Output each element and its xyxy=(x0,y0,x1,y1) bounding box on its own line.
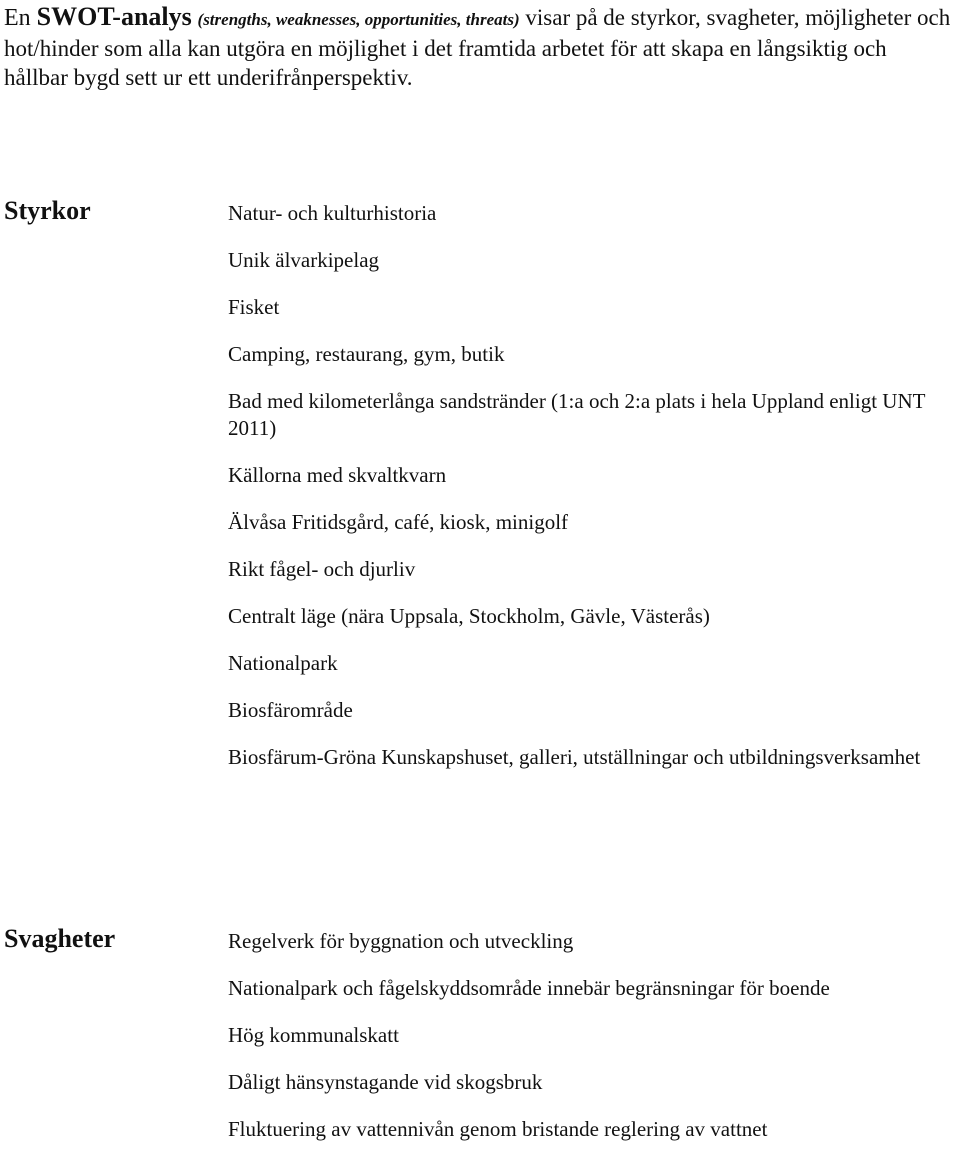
intro-paragraph xyxy=(4,2,956,92)
intro-lead: En xyxy=(4,5,37,31)
strength-item: Centralt läge (nära Uppsala, Stockholm, Gävle, Västerås) xyxy=(228,604,710,628)
weaknesses-heading: Svagheter xyxy=(4,924,116,953)
weakness-item: Regelverk för byggnation och utveckling xyxy=(228,929,574,953)
strength-item: Nationalpark xyxy=(228,651,338,675)
strength-item: Källorna med skvaltkvarn xyxy=(228,463,447,487)
intro-body-line1: visar på de styrkor, svagheter, xyxy=(519,5,800,30)
strength-item: Biosfärområde xyxy=(228,698,353,722)
weaknesses-list xyxy=(228,928,954,1163)
weakness-item: Nationalpark och fågelskyddsområde innebär begränsningar för boende xyxy=(228,976,830,1000)
strength-item: Älvåsa Fritidsgård, café, kiosk, minigolf xyxy=(228,510,569,534)
strength-item: Unik älvarkipelag xyxy=(228,248,380,272)
swot-definition: (strengths, weaknesses, opportunities, threats) xyxy=(197,10,520,29)
weakness-item: Hög kommunalskatt xyxy=(228,1023,399,1047)
strengths-list xyxy=(228,200,954,791)
strength-item: Bad med kilometerlånga sandstränder (1:a och 2:a plats i hela Uppland enligt UNT 2011) xyxy=(228,389,926,440)
strengths-heading: Styrkor xyxy=(4,196,91,225)
strength-item: Rikt fågel- och djurliv xyxy=(228,557,416,581)
strength-item: Biosfärum-Gröna Kunskapshuset, galleri, utställningar och utbildningsverksamhet xyxy=(228,745,921,769)
weakness-item: Fluktuering av vattennivån genom bristande reglering av vattnet xyxy=(228,1117,768,1141)
strength-item: Fisket xyxy=(228,295,280,319)
strength-item: Natur- och kulturhistoria xyxy=(228,201,437,225)
intro-body-rest: möjligheter och hot/hinder som alla kan utgöra en möjlighet i det framtida arbetet för att skapa en långsiktig och hållbar bygd sett ur ett underifrånperspektiv. xyxy=(4,5,951,90)
strength-item: Camping, restaurang, gym, butik xyxy=(228,342,505,366)
document-title: SWOT-analys xyxy=(36,2,192,31)
weakness-item: Dåligt hänsynstagande vid skogsbruk xyxy=(228,1070,543,1094)
